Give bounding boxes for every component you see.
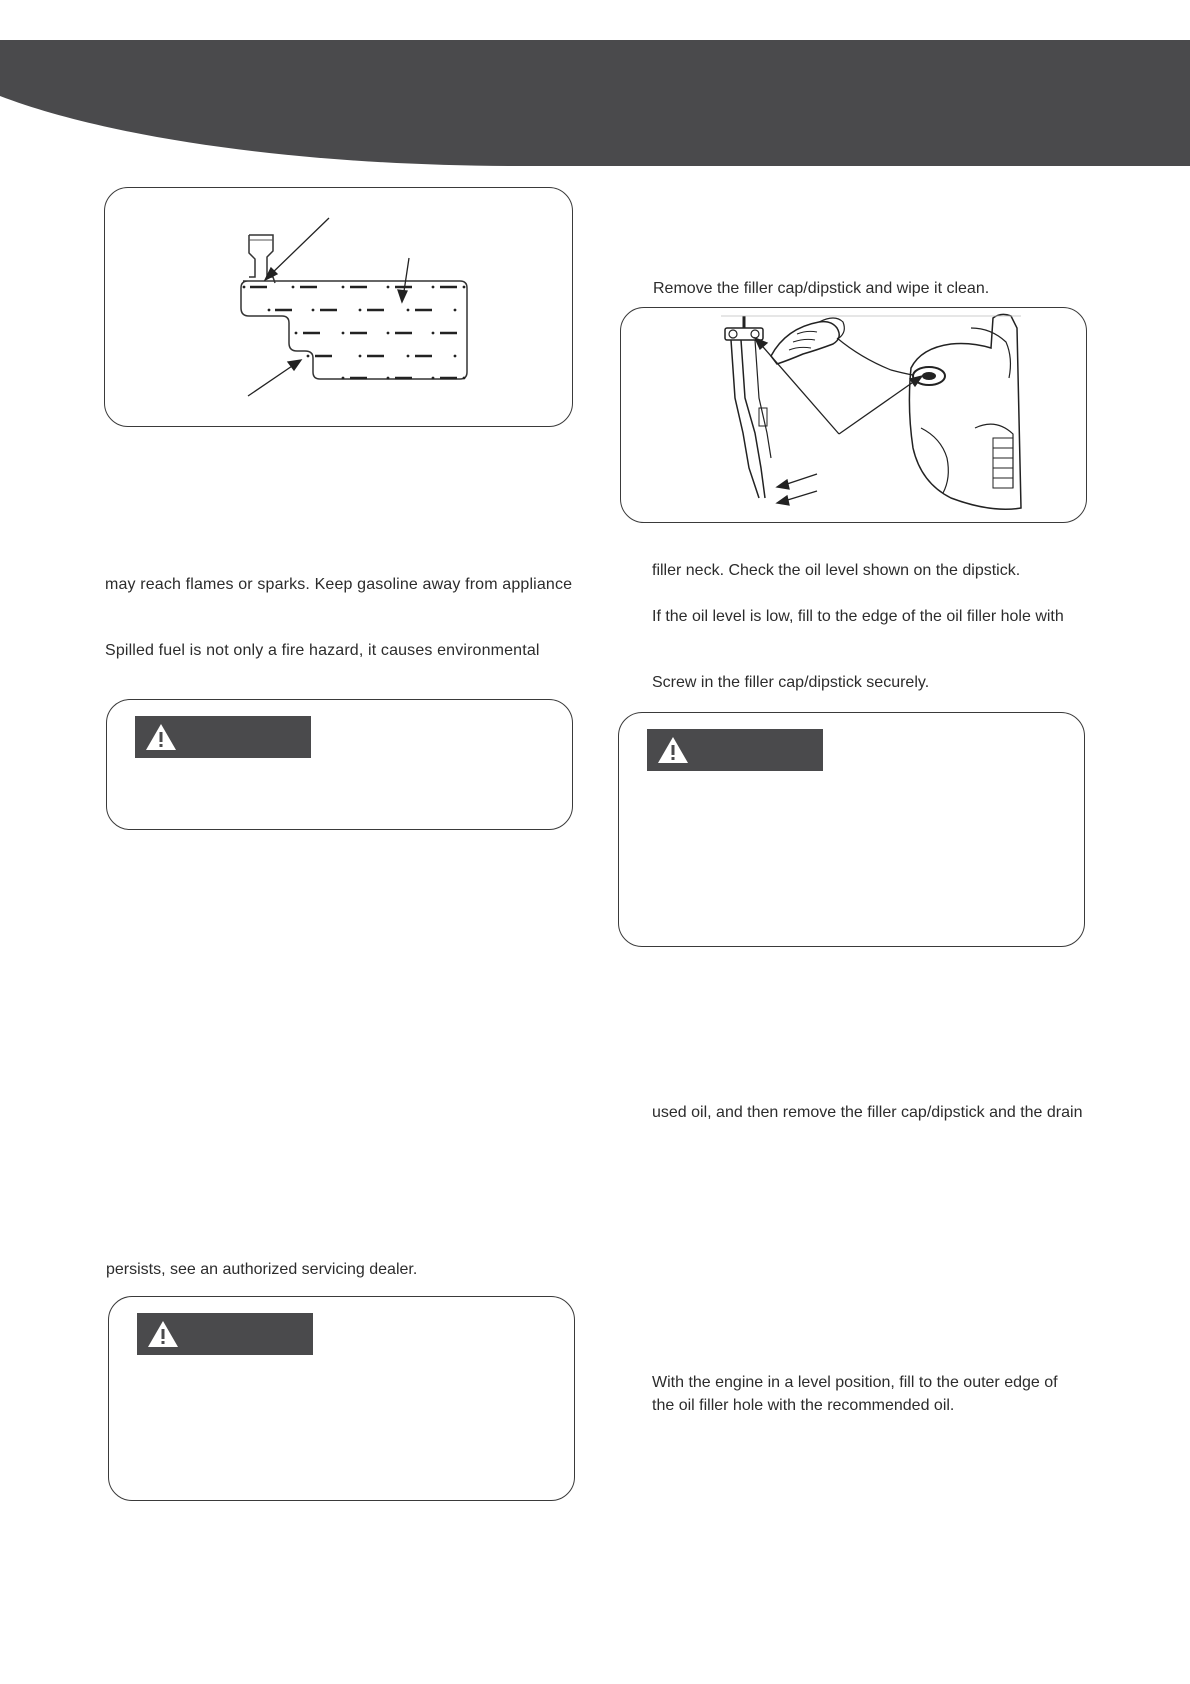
refill-line-1: With the engine in a level position, fill to the outer edge of — [652, 1374, 1058, 1391]
step-check-level: filler neck. Check the oil level shown on the dipstick. — [652, 562, 1021, 579]
warning-box-2 — [108, 1296, 575, 1501]
header-band — [0, 40, 1190, 166]
warning-box-1 — [106, 699, 573, 830]
warning-triangle-icon — [144, 722, 178, 752]
spilled-fuel-line: Spilled fuel is not only a fire hazard, it causes environmental — [105, 642, 540, 659]
warning-label — [135, 716, 311, 758]
step-remove-cap: Remove the filler cap/dipstick and wipe it clean. — [653, 280, 990, 297]
step-screw-cap: Screw in the filler cap/dipstick securely. — [652, 674, 930, 691]
refill-line-2: the oil filler hole with the recommended oil. — [652, 1397, 955, 1414]
servicing-dealer-line: persists, see an authorized servicing dealer. — [106, 1261, 418, 1278]
warning-triangle-icon — [146, 1319, 180, 1349]
warning-label — [137, 1313, 313, 1355]
fuel-tank-diagram — [105, 188, 571, 425]
warning-triangle-icon — [656, 735, 690, 765]
fuel-tank-diagram-box — [104, 187, 573, 427]
drain-oil-line: used oil, and then remove the filler cap/dipstick and the drain — [652, 1104, 1083, 1121]
step-low-oil: If the oil level is low, fill to the edge of the oil filler hole with — [652, 608, 1064, 625]
dipstick-illustration — [621, 308, 1085, 521]
warning-box-3 — [618, 712, 1085, 947]
warning-label — [647, 729, 823, 771]
dipstick-diagram-box — [620, 307, 1087, 523]
gasoline-warning-line: may reach flames or sparks. Keep gasoline away from appliance — [105, 576, 573, 593]
